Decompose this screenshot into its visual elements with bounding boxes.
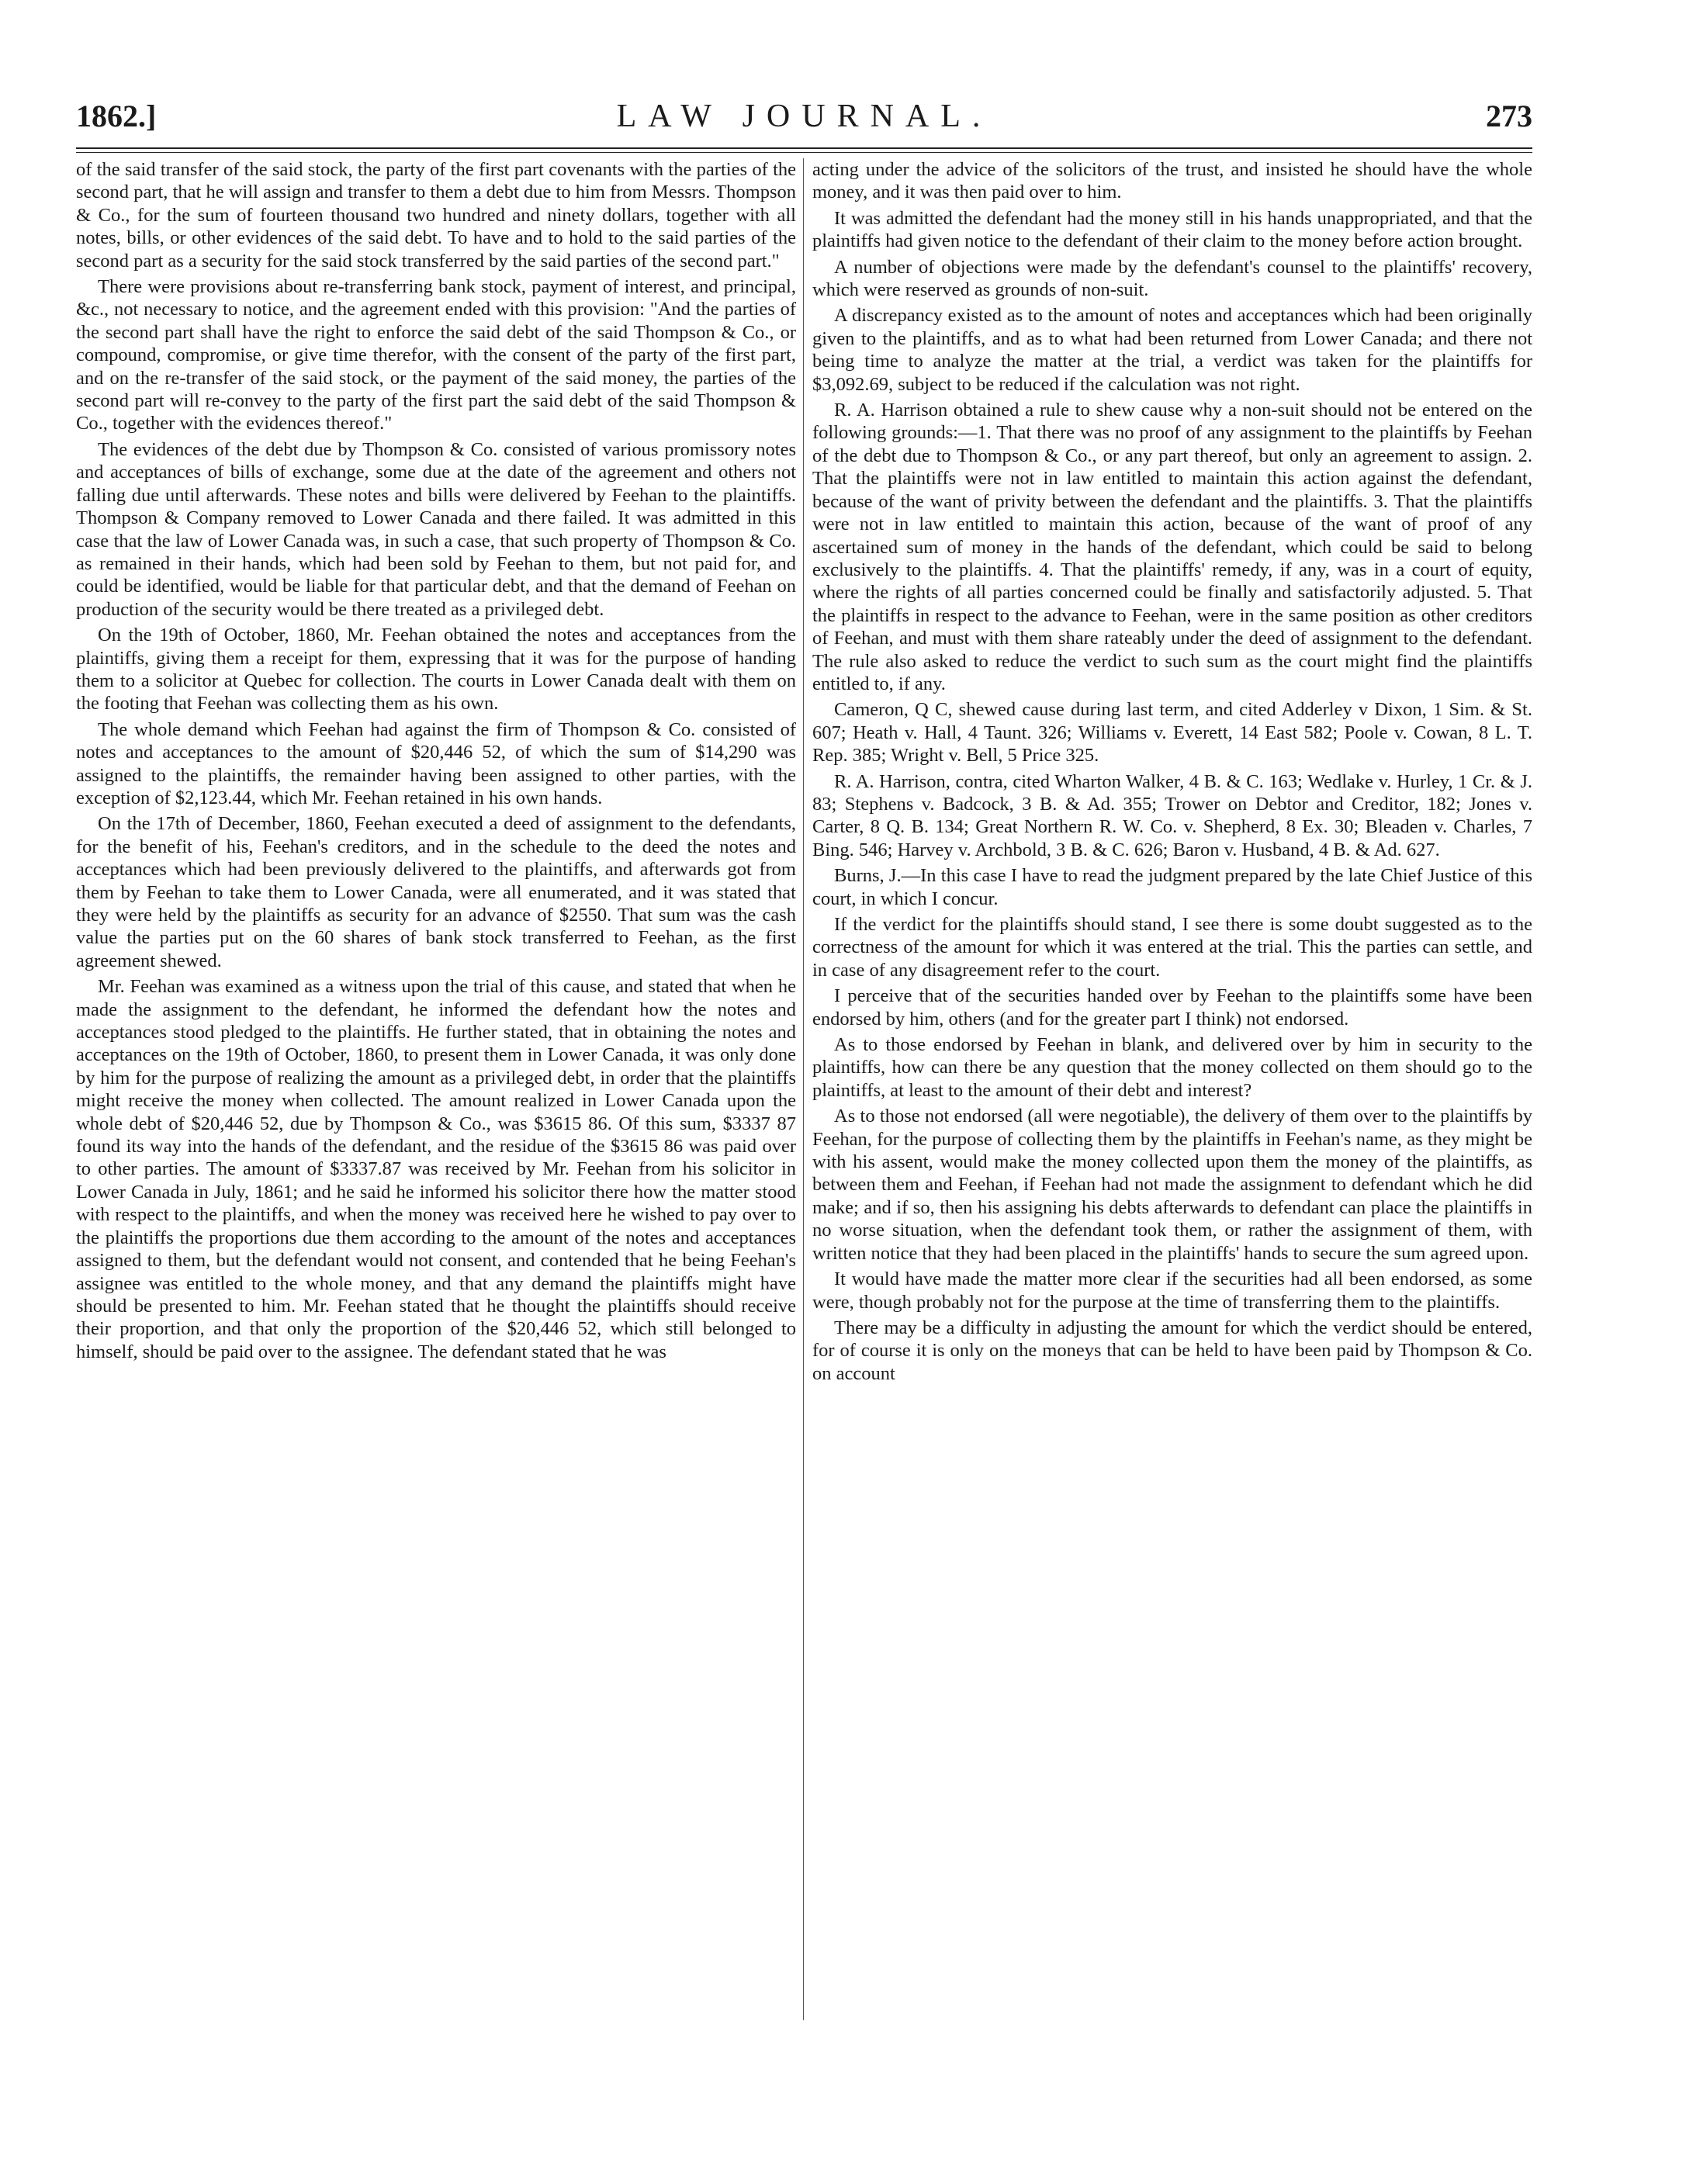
right-paragraph: A number of objections were made by the defendant's counsel to the plaintiffs' recovery, which were reserved as grounds of non-suit. bbox=[812, 256, 1532, 301]
right-paragraph: If the verdict for the plaintiffs should stand, I see there is some doubt suggested as to the correctness of the amount for which it was entered at the trial. This the parties can settle, and in case of any disagreement refer to the court. bbox=[812, 914, 1532, 981]
left-paragraph: Mr. Feehan was examined as a witness upon the trial of this cause, and stated that when he made the assignment to the defendant, he informed the defendant how the notes and acceptances stood pledged to the plaintiffs. He further stated, that in obtaining the notes and acceptances on the 19th of October, 1860, to present them in Lower Canada, it was only done by him for the purpose of realizing the amount as a privileged debt, in order that the plaintiffs might receive the money when collected. The amount realized in Lower Canada upon the whole debt of $20,446 52, due by Thompson & Co., was $3615 86. Of this sum, $3337 87 found its way into the hands of the defendant, and the residue of the $3615 86 was paid over to other parties. The amount of $3337.87 was received by Mr. Feehan from his solicitor in Lower Canada in July, 1861; and he said he informed his solicitor there how the matter stood with respect to the plaintiffs, and when the money was received here he wished to pay over to the plaintiffs the proportions due them according to the amount of the notes and acceptances assigned to them, but the defendant would not consent, and contended that he being Feehan's assignee was entitled to the whole money, and that any demand the plaintiffs might have should be presented to him. Mr. Feehan stated that he thought the plaintiffs should receive their proportion, and that only the proportion of the $20,446 52, which still belonged to himself, should be paid over to the assignee. The defendant stated that he was bbox=[76, 976, 796, 1362]
right-paragraph: A discrepancy existed as to the amount of notes and acceptances which had been originally given to the plaintiffs, and as to what had been returned from Lower Canada; and there not being time to analyze the matter at the trial, a verdict was taken for the plaintiffs for $3,092.69, subject to be reduced if the calculation was not right. bbox=[812, 305, 1532, 395]
left-paragraph: On the 19th of October, 1860, Mr. Feehan obtained the notes and acceptances from the plaintiffs, giving them a receipt for them, expressing that it was for the purpose of handing them to a solicitor at Quebec for collection. The courts in Lower Canada dealt with them on the footing that Feehan was collecting them as his own. bbox=[76, 625, 796, 715]
left-paragraph: of the said transfer of the said stock, the party of the first part covenants with the parties of the second part, that he will assign and transfer to them a debt due to him from Messrs. Thompson & Co., for the sum of fourteen thousand two hundred and ninety dollars, together with all notes, bills, or other evidences of the said debt. To have and to hold to the said parties of the second part as a security for the said stock transferred by the said parties of the second part." bbox=[76, 159, 796, 272]
right-paragraph: R. A. Harrison obtained a rule to shew cause why a non-suit should not be entered on the following grounds:—1. That there was no proof of any assignment to the plaintiffs by Feehan of the debt due to Thompson & Co., or any part thereof, but only an agreement to assign. 2. That the plaintiffs were not in law entitled to maintain this action against the defendant, because of the want of privity between the defendant and the plaintiffs. 3. That the plaintiffs were not in law entitled to maintain this action, because of the want of proof of any ascertained sum of money in the hands of the defendant, which could be said to belong exclusively to the plaintiffs. 4. That the plaintiffs' remedy, if any, was in a court of equity, where the rights of all parties concerned could be finally and satisfactorily adjusted. 5. That the plaintiffs in respect to the advance to Feehan, were in the same position as other creditors of Feehan, and must with them share rateably under the deed of assignment to the defendant. The rule also asked to reduce the verdict to such sum as the court might find the plaintiffs entitled to, if any. bbox=[812, 400, 1532, 694]
left-paragraph: There were provisions about re-transferring bank stock, payment of interest, and principal, &c., not necessary to notice, and the agreement ended with this provision: "And the parties of the second part shall have the right to enforce the said debt of the said Thompson & Co., or compound, compromise, or give time therefor, with the consent of the party of the first part, and on the re-transfer of the said stock, or the payment of the said money, the parties of the second part will re-convey to the party of the first part the said debt of the said Thompson & Co., together with the evidences thereof." bbox=[76, 276, 796, 434]
left-column bbox=[76, 158, 796, 2129]
left-paragraph: The evidences of the debt due by Thompson & Co. consisted of various promissory notes and acceptances of bills of exchange, some due at the date of the agreement and others not falling due until afterwards. These notes and bills were delivered by Feehan to the plaintiffs. Thompson & Company removed to Lower Canada and there failed. It was admitted in this case that the law of Lower Canada was, in such a case, that such property of Thompson & Co. as remained in their hands, which had been sold by Feehan to them, but not paid for, and could be identified, would be liable for that particular debt, and that the demand of Feehan on production of the security would be there treated as a privileged debt. bbox=[76, 438, 796, 620]
right-column bbox=[812, 158, 1532, 2129]
right-paragraph: acting under the advice of the solicitors of the trust, and insisted he should have the whole money, and it was then paid over to him. bbox=[812, 159, 1532, 203]
right-paragraph: I perceive that of the securities handed over by Feehan to the plaintiffs some have been endorsed by him, others (and for the greater part I think) not endorsed. bbox=[812, 985, 1532, 1030]
page-header bbox=[76, 93, 1532, 140]
header-rule bbox=[76, 147, 1532, 153]
column-divider bbox=[803, 158, 804, 2020]
right-paragraph: As to those not endorsed (all were negotiable), the delivery of them over to the plaintiffs by Feehan, for the purpose of collecting them by the plaintiffs in Feehan's name, as they might be with his assent, would make the money collected upon them the money of the plaintiffs, as between them and Feehan, if Feehan had not made the assignment to defendant which he did make; and if so, then his assigning his debts afterwards to defendant can place the plaintiffs in no worse situation, when the defendant took them, or rather the assignment of them, with written notice that they had been placed in the plaintiffs' hands to secure the sum agreed upon. bbox=[812, 1106, 1532, 1264]
left-paragraph: On the 17th of December, 1860, Feehan executed a deed of assignment to the defendants, for the benefit of his, Feehan's creditors, and in the schedule to the deed the notes and acceptances which had been previously delivered to the plaintiffs, and afterwards got from them by Feehan to take them to Lower Canada, were all enumerated, and it was stated that they were held by the plaintiffs as security for an advance of $2550. That sum was the cash value the parties put on the 60 shares of bank stock transferred to Feehan, as the first agreement shewed. bbox=[76, 813, 796, 971]
header-year: 1862.] bbox=[76, 99, 157, 133]
right-paragraph: As to those endorsed by Feehan in blank, and delivered over by him in security to the plaintiffs, how can there be any question that the money collected on them should go to the plaintiffs, at least to the amount of their debt and interest? bbox=[812, 1034, 1532, 1101]
right-paragraph: There may be a difficulty in adjusting the amount for which the verdict should be entered, for of course it is only on the moneys that can be held to have been paid by Thompson & Co. on account bbox=[812, 1317, 1532, 1384]
right-paragraph: It was admitted the defendant had the money still in his hands unappropriated, and that the plaintiffs had given notice to the defendant of their claim to the money before action brought. bbox=[812, 207, 1532, 252]
header-page-number: 273 bbox=[1486, 99, 1532, 133]
left-paragraph: The whole demand which Feehan had against the firm of Thompson & Co. consisted of notes and acceptances to the amount of $20,446 52, of which the sum of $14,290 was assigned to the plaintiffs, the remainder having been assigned to other parties, with the exception of $2,123.44, which Mr. Feehan retained in his own hands. bbox=[76, 718, 796, 808]
right-paragraph: R. A. Harrison, contra, cited Wharton Walker, 4 B. & C. 163; Wedlake v. Hurley, 1 Cr. & J. 83; Stephens v. Badcock, 3 B. & Ad. 355; Trower on Debtor and Creditor, 182; Jones v. Carter, 8 Q. B. 134; Great Northern R. W. Co. v. Shepherd, 8 Ex. 30; Bleaden v. Charles, 7 Bing. 546; Harvey v. Archbold, 3 B. & C. 626; Baron v. Husband, 4 B. & Ad. 627. bbox=[812, 770, 1532, 860]
header-title: LAW JOURNAL. bbox=[616, 99, 992, 134]
right-paragraph: Burns, J.—In this case I have to read the judgment prepared by the late Chief Justice of this court, in which I concur. bbox=[812, 865, 1532, 909]
right-paragraph: It would have made the matter more clear if the securities had all been endorsed, as some were, though probably not for the purpose at the time of transferring them to the plaintiffs. bbox=[812, 1269, 1532, 1313]
right-paragraph: Cameron, Q C, shewed cause during last term, and cited Adderley v Dixon, 1 Sim. & St. 607; Heath v. Hall, 4 Taunt. 326; Williams v. Everett, 14 East 582; Poole v. Cowan, 8 L. T. Rep. 385; Wright v. Bell, 5 Price 325. bbox=[812, 699, 1532, 767]
